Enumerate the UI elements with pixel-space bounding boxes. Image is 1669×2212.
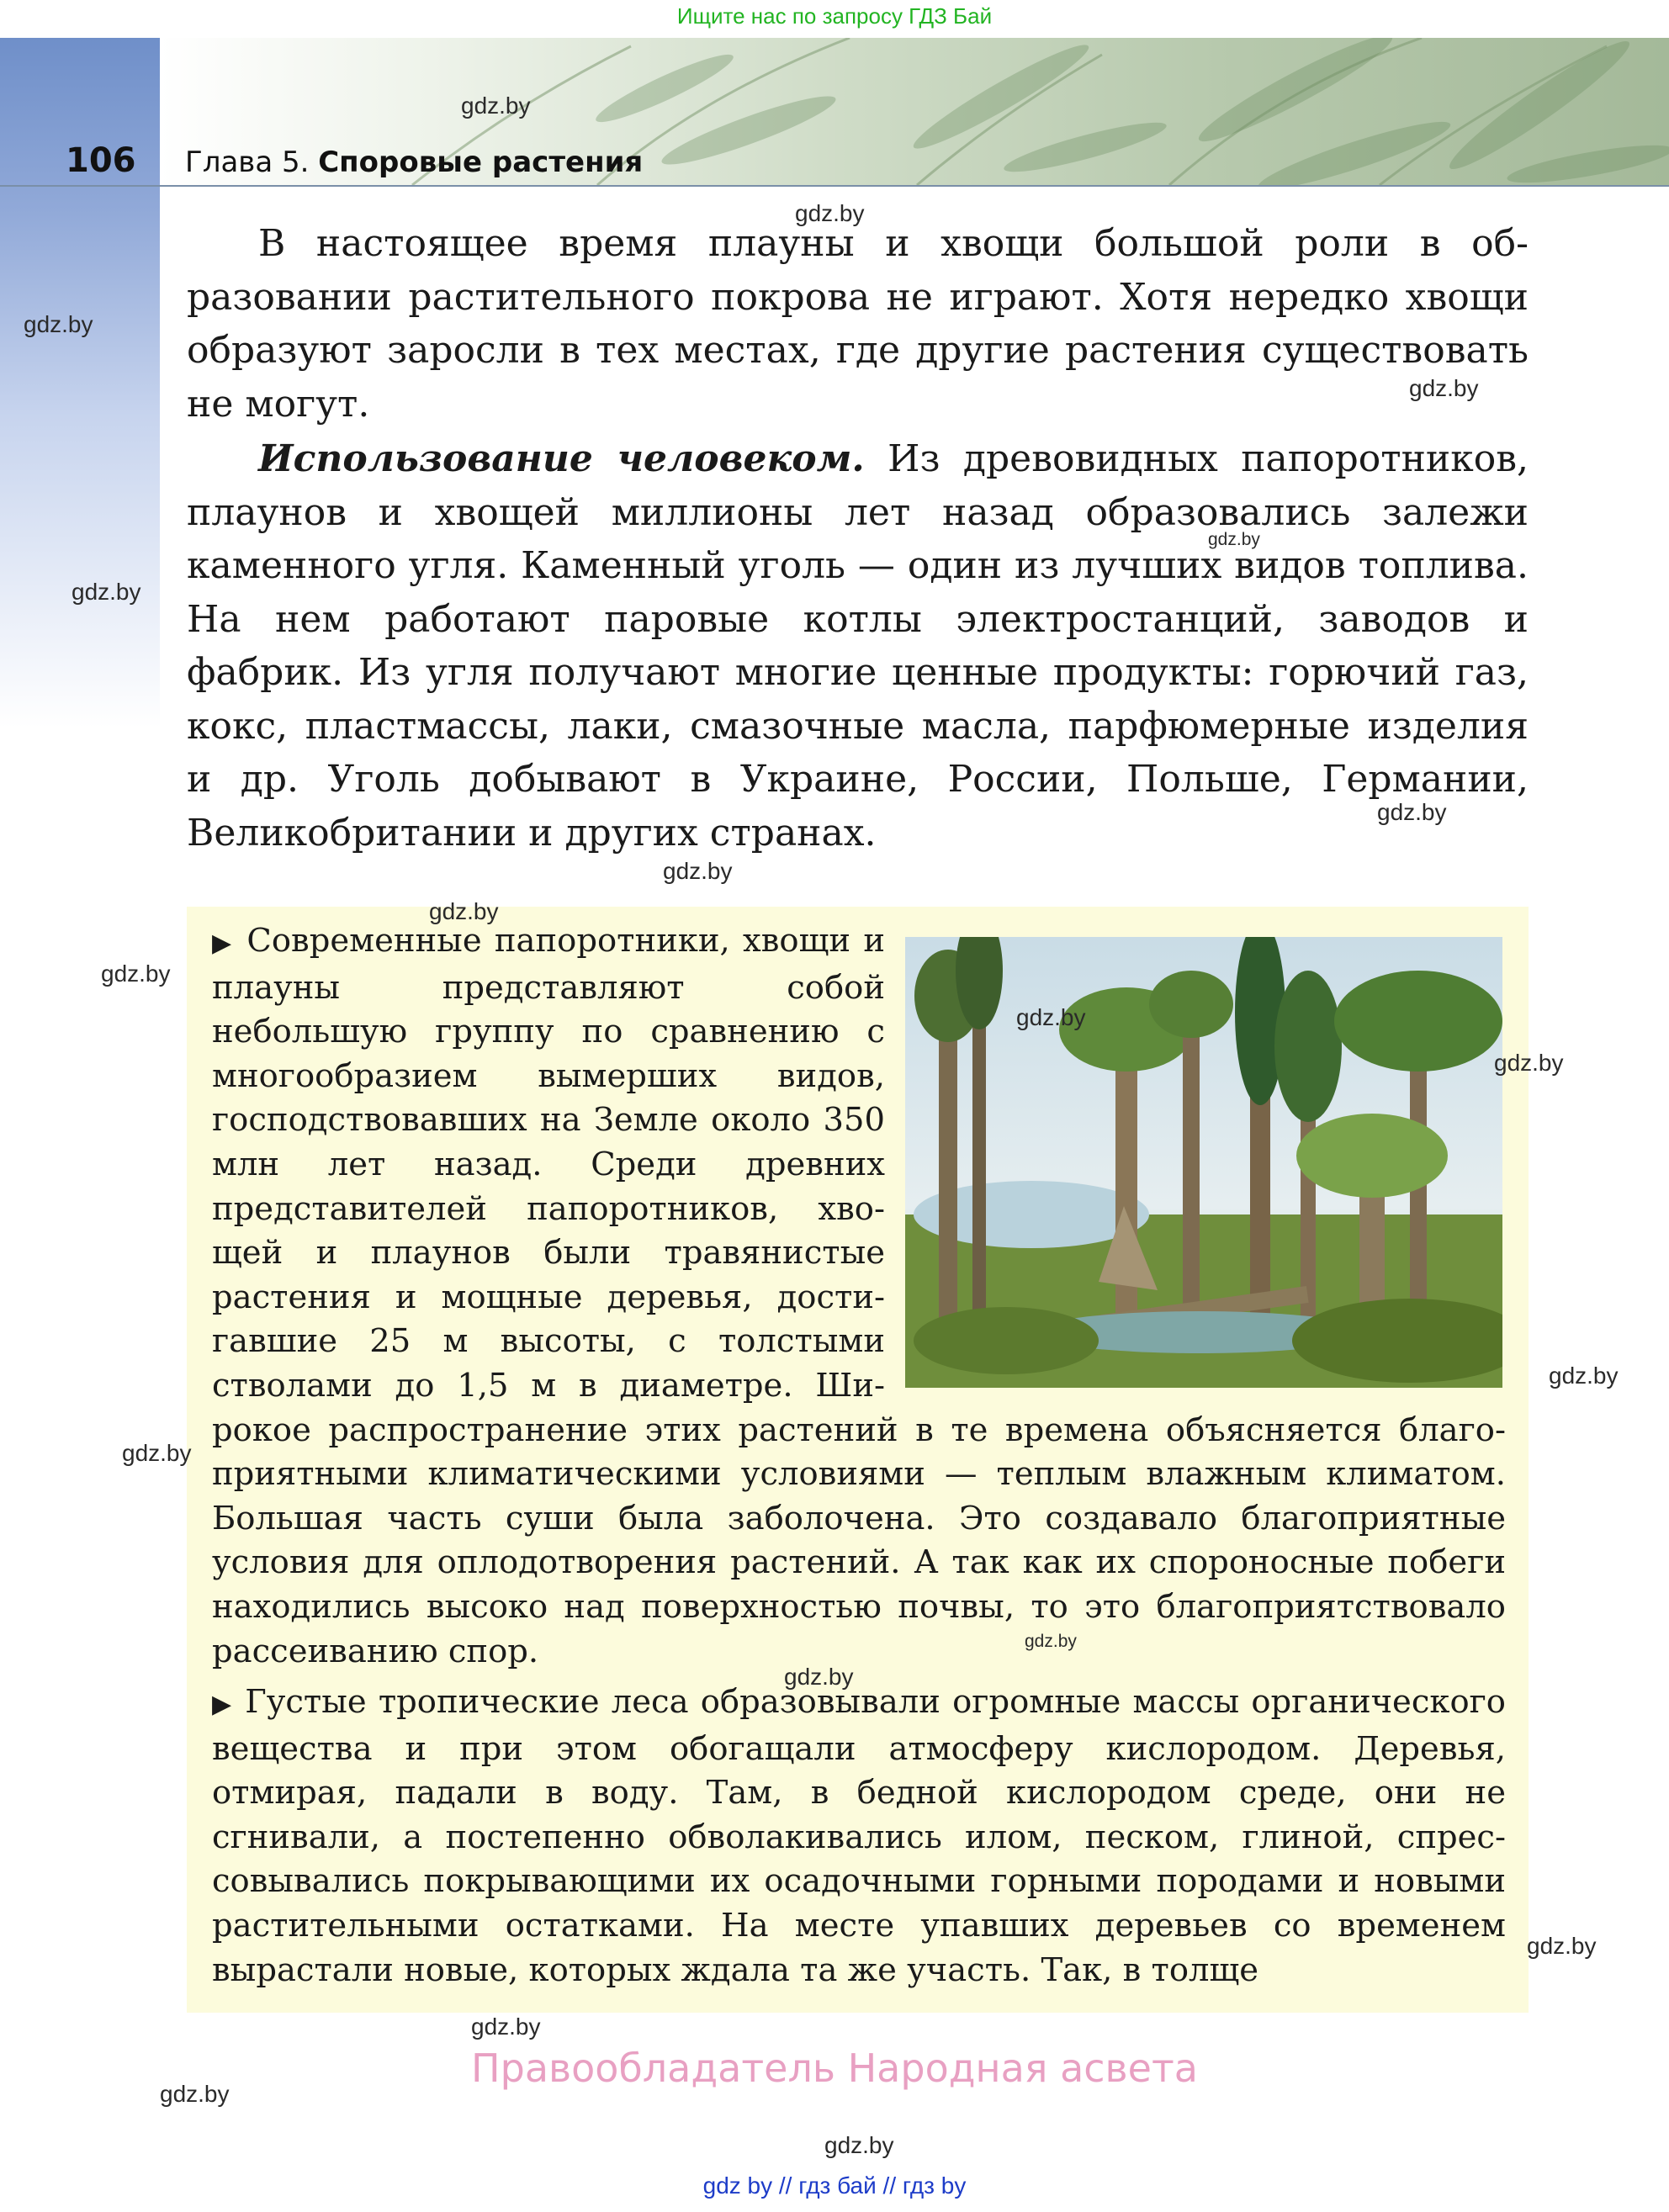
watermark: gdz.by <box>471 2014 541 2040</box>
page-number: 106 <box>66 141 136 180</box>
watermark: gdz.by <box>663 858 733 884</box>
watermark: gdz.by <box>795 200 865 226</box>
bullet-triangle-icon: ▶ <box>212 1690 234 1720</box>
usage-heading: Использование человеком. <box>258 437 865 480</box>
chapter-prefix: Глава 5. <box>185 146 310 179</box>
watermark: gdz.by <box>1527 1933 1597 1959</box>
box-paragraph-2 <box>212 1680 1506 1992</box>
chapter-title: Споровые растения <box>318 146 644 179</box>
watermark: gdz.by <box>160 2081 230 2107</box>
chapter-heading <box>185 146 643 179</box>
watermark: gdz.by <box>1016 1004 1086 1030</box>
box-paragraph-1-text: Современные папоротники, хвощи и плауны представляют собой небольшую группу по сравнению с многообразием вымерших видов, господствовавших на Земле около 350 млн лет назад. Среди древних представителей папоротников, хвощей и плаунов были травянистые растения и мощные деревья, достигавшие 25 м высоты, с толстыми стволами до 1,5 м в диаметре. Широкое распространение этих растений в те времена объясняется благоприятными климатическими условиями — теплым влажным климатом. Большая часть суши была заболочена. Это создавало благоприятные условия для оплодотворения растений. А так как их спороносные побеги находились высоко над поверхностью почвы, то это благоприятствовало рассеиванию спор. <box>212 922 1506 1670</box>
usage-body: Из древовидных папоротников, плаунов и хвощей миллионы лет назад образовались залежи каменного угля. Каменный уголь — один из лучших видов топлива. На нем работают паровые котлы электростанций, заводов и фабрик. Из угля получают многие ценные продукты: горючий газ, кокс, пластмассы, лаки, смазочные масла, парфюмерные изделия и др. Уголь добывают в Украине, России, Польше, Германии, Великобритании и других странах. <box>187 437 1529 855</box>
watermark: gdz.by <box>429 898 499 924</box>
watermark: gdz.by <box>101 960 171 987</box>
watermark: gdz.by <box>1377 799 1447 825</box>
copyright-notice: Правообладатель Народная асвета <box>471 2045 1198 2091</box>
main-text <box>187 217 1529 860</box>
bullet-triangle-icon: ▶ <box>212 929 235 958</box>
watermark: gdz.by <box>72 579 141 605</box>
watermark: gdz.by <box>122 1440 192 1466</box>
header-divider <box>0 185 1669 187</box>
footer-links[interactable]: gdz by // гдз бай // гдз by <box>702 2172 967 2199</box>
watermark: gdz.by <box>1025 1632 1077 1651</box>
watermark: gdz.by <box>1208 530 1260 549</box>
main-paragraph-1: В настоящее время плауны и хвощи большой роли в образовании растительного покрова не играют. Хотя нередко хвощи образуют заросли в тех местах, где другие растения существовать не могут. <box>187 222 1529 426</box>
box-paragraph-2-text: Густые тропические леса образовывали огромные массы органического вещества и при этом обогащали атмосферу кислородом. Деревья, отмирая, падали в воду. Там, в бедной кислородом среде, они не сгнивали, а постепенно обволакивались илом, песком, глиной, спрессовывались покрывающими их осадочными горными породами и новыми растительными остатками. На месте упавших деревьев со временем вырастали новые, которых ждала та же участь. Так, в толще <box>212 1683 1506 1989</box>
watermark: gdz.by <box>784 1664 854 1690</box>
watermark: gdz.by <box>1549 1363 1619 1389</box>
watermark: gdz.by <box>461 93 531 119</box>
watermark: gdz.by <box>1409 375 1479 401</box>
main-paragraph-2 <box>187 432 1529 860</box>
figure-spacer <box>885 919 1506 1373</box>
watermark: gdz.by <box>1494 1050 1564 1076</box>
top-note[interactable]: Ищите нас по запросу ГДЗ Бай <box>676 3 993 29</box>
watermark: gdz.by <box>824 2132 894 2158</box>
info-box-text <box>212 919 1506 1992</box>
watermark: gdz.by <box>24 311 93 337</box>
